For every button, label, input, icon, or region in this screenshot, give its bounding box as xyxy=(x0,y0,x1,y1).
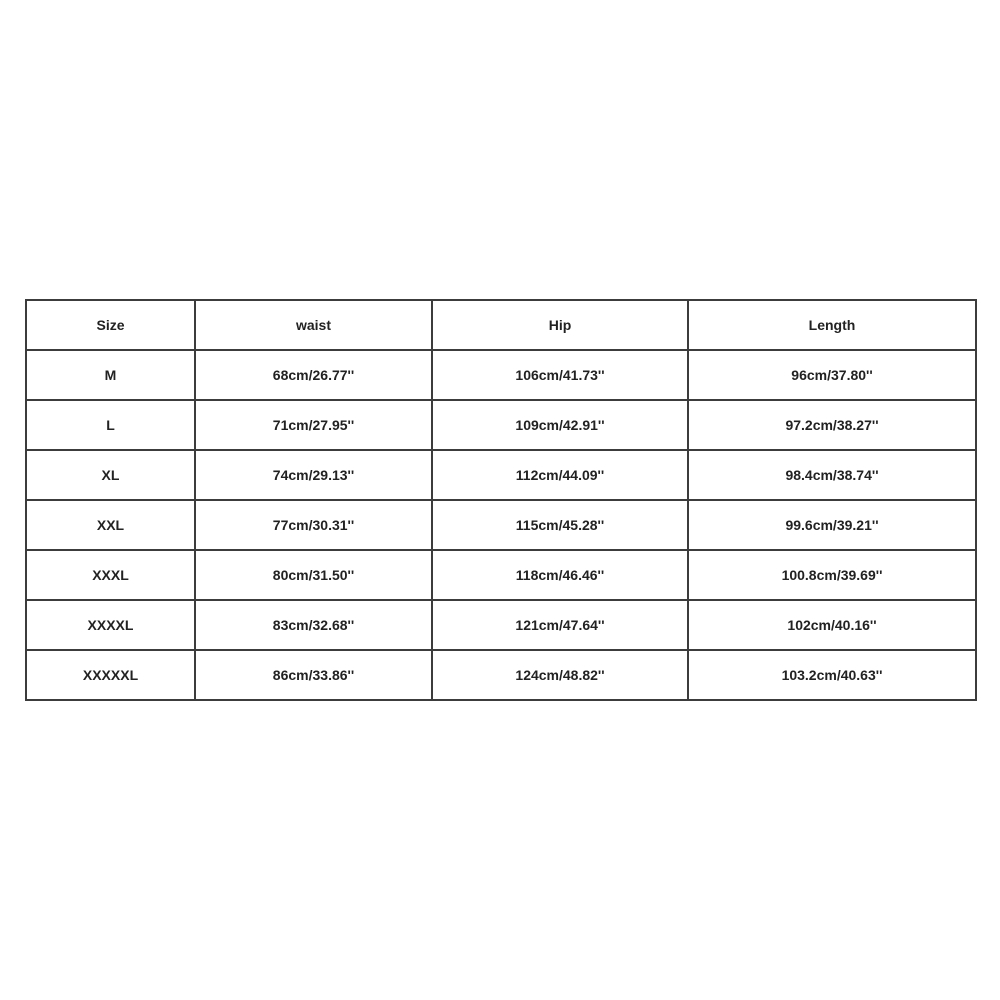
cell-size: XXXL xyxy=(26,550,195,600)
cell-hip: 106cm/41.73'' xyxy=(432,350,688,400)
cell-length: 98.4cm/38.74'' xyxy=(688,450,976,500)
cell-size: M xyxy=(26,350,195,400)
table-row xyxy=(26,550,976,600)
table-row xyxy=(26,600,976,650)
cell-length: 96cm/37.80'' xyxy=(688,350,976,400)
cell-hip: 121cm/47.64'' xyxy=(432,600,688,650)
table-row xyxy=(26,350,976,400)
table-body xyxy=(26,350,976,700)
cell-hip: 118cm/46.46'' xyxy=(432,550,688,600)
cell-waist: 80cm/31.50'' xyxy=(195,550,432,600)
cell-size: XXL xyxy=(26,500,195,550)
cell-waist: 86cm/33.86'' xyxy=(195,650,432,700)
cell-waist: 83cm/32.68'' xyxy=(195,600,432,650)
table-row xyxy=(26,500,976,550)
cell-length: 99.6cm/39.21'' xyxy=(688,500,976,550)
cell-hip: 124cm/48.82'' xyxy=(432,650,688,700)
cell-length: 100.8cm/39.69'' xyxy=(688,550,976,600)
cell-hip: 112cm/44.09'' xyxy=(432,450,688,500)
header-row xyxy=(26,300,976,350)
cell-length: 102cm/40.16'' xyxy=(688,600,976,650)
cell-waist: 71cm/27.95'' xyxy=(195,400,432,450)
cell-waist: 77cm/30.31'' xyxy=(195,500,432,550)
cell-length: 103.2cm/40.63'' xyxy=(688,650,976,700)
table-row xyxy=(26,650,976,700)
header-waist: waist xyxy=(195,300,432,350)
cell-hip: 115cm/45.28'' xyxy=(432,500,688,550)
cell-size: XXXXL xyxy=(26,600,195,650)
cell-waist: 68cm/26.77'' xyxy=(195,350,432,400)
size-chart-table xyxy=(25,299,977,701)
cell-waist: 74cm/29.13'' xyxy=(195,450,432,500)
cell-length: 97.2cm/38.27'' xyxy=(688,400,976,450)
table-row xyxy=(26,400,976,450)
header-size: Size xyxy=(26,300,195,350)
cell-size: XXXXXL xyxy=(26,650,195,700)
cell-size: XL xyxy=(26,450,195,500)
header-hip: Hip xyxy=(432,300,688,350)
table-row xyxy=(26,450,976,500)
table-header xyxy=(26,300,976,350)
header-length: Length xyxy=(688,300,976,350)
cell-hip: 109cm/42.91'' xyxy=(432,400,688,450)
cell-size: L xyxy=(26,400,195,450)
